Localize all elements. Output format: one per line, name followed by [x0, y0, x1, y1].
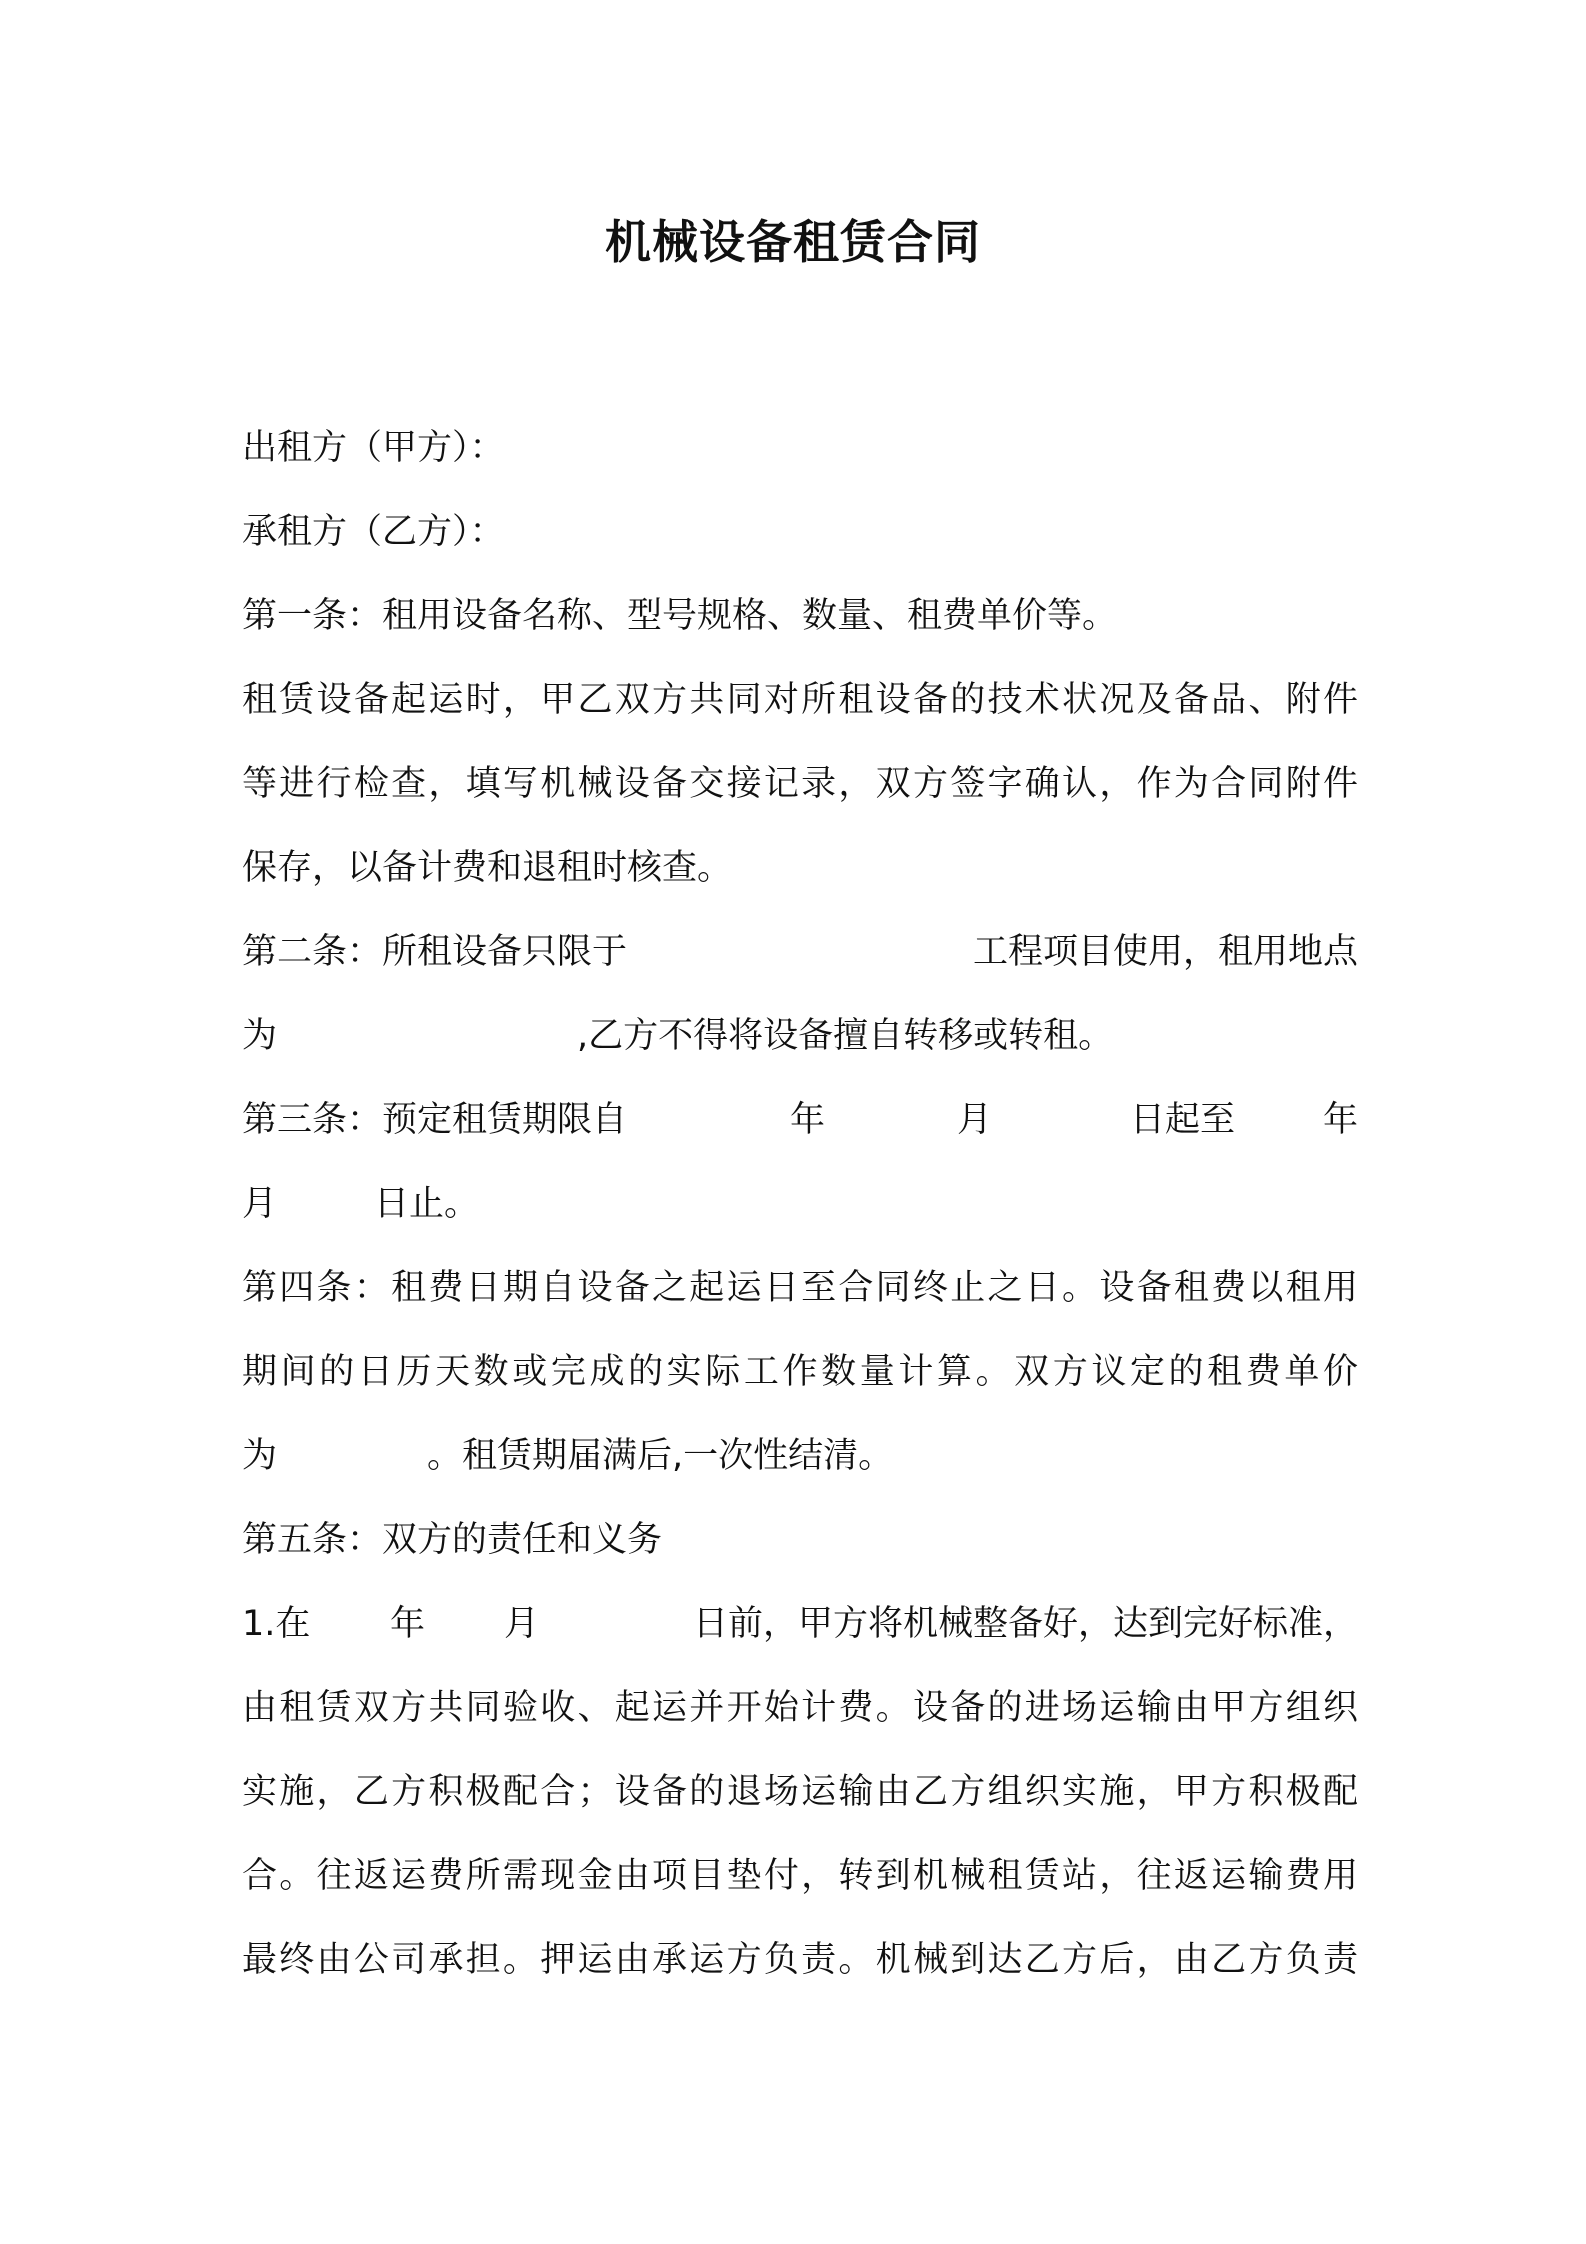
- article-4-line-3: [242, 1414, 1358, 1498]
- location-suffix: ,乙方不得将设备擅自转移或转租。: [577, 1016, 1114, 1056]
- article-5-line: [242, 1498, 1358, 1582]
- paragraph-text: 合。往返运费所需现金由项目垫付，转到机械租赁站，往返运输费用: [242, 1856, 1358, 1896]
- end-month-label: 月: [242, 1184, 278, 1224]
- paragraph-line: [242, 826, 1358, 910]
- paragraph-text: 保存，以备计费和退租时核查。: [242, 848, 733, 888]
- paragraph-line: [242, 1918, 1358, 2002]
- article-3-line: [242, 1078, 1358, 1162]
- start-day-label: 日起至: [1130, 1100, 1236, 1140]
- paragraph-line: [242, 658, 1358, 742]
- rate-suffix: 。租赁期届满后,一次性结清。: [427, 1436, 894, 1476]
- article-1-line: [242, 574, 1358, 658]
- item-1-text: 日前，甲方将机械整备好，达到完好标准，: [692, 1604, 1358, 1644]
- article-2-line-2: [242, 994, 1358, 1078]
- article-4-text: 期间的日历天数或完成的实际工作数量计算。双方议定的租费单价: [242, 1352, 1358, 1392]
- item-1-year-label: 年: [390, 1604, 426, 1644]
- location-prefix: 为: [242, 1016, 278, 1056]
- paragraph-line: [242, 1666, 1358, 1750]
- paragraph-text: 租赁设备起运时，甲乙双方共同对所租设备的技术状况及备品、附件: [242, 680, 1358, 720]
- paragraph-line: [242, 1750, 1358, 1834]
- lessor-label: 出租方（甲方）：: [242, 428, 505, 468]
- article-4-line-2: [242, 1330, 1358, 1414]
- paragraph-text: 实施，乙方积极配合；设备的退场运输由乙方组织实施，甲方积极配: [242, 1772, 1358, 1812]
- item-1-prefix: 1.在: [242, 1604, 311, 1644]
- paragraph-text: 最终由公司承担。押运由承运方负责。机械到达乙方后，由乙方负责: [242, 1940, 1358, 1980]
- article-2-text-end: 工程项目使用，租用地点: [972, 932, 1358, 972]
- item-1-month-label: 月: [504, 1604, 540, 1644]
- article-3-line-2: [242, 1162, 1358, 1246]
- rate-prefix: 为: [242, 1436, 278, 1476]
- lessor-line: [242, 406, 1358, 490]
- document-title: 机械设备租赁合同: [605, 215, 981, 269]
- end-year-label: 年: [1322, 1100, 1358, 1140]
- lessee-label: 承租方（乙方）：: [242, 512, 505, 552]
- article-5-item-1-line: [242, 1582, 1358, 1666]
- article-5-heading: 第五条：双方的责任和义务: [242, 1520, 663, 1560]
- article-4-line: [242, 1246, 1358, 1330]
- lessee-line: [242, 490, 1358, 574]
- article-1-text: 第一条：租用设备名称、型号规格、数量、租费单价等。: [242, 596, 1118, 636]
- article-4-text: 第四条：租费日期自设备之起运日至合同终止之日。设备租费以租用: [242, 1268, 1358, 1308]
- start-month-label: 月: [957, 1100, 993, 1140]
- paragraph-line: [242, 742, 1358, 826]
- paragraph-text: 由租赁双方共同验收、起运并开始计费。设备的进场运输由甲方组织: [242, 1688, 1358, 1728]
- contract-body: [242, 406, 1358, 2002]
- end-day-label: 日止。: [374, 1184, 480, 1224]
- paragraph-text: 等进行检查，填写机械设备交接记录，双方签字确认，作为合同附件: [242, 764, 1358, 804]
- article-2-text-start: 第二条：所租设备只限于: [242, 932, 628, 972]
- paragraph-line: [242, 1834, 1358, 1918]
- start-year-label: 年: [790, 1100, 826, 1140]
- article-2-line: [242, 910, 1358, 994]
- article-3-text: 第三条：预定租赁期限自: [242, 1100, 628, 1140]
